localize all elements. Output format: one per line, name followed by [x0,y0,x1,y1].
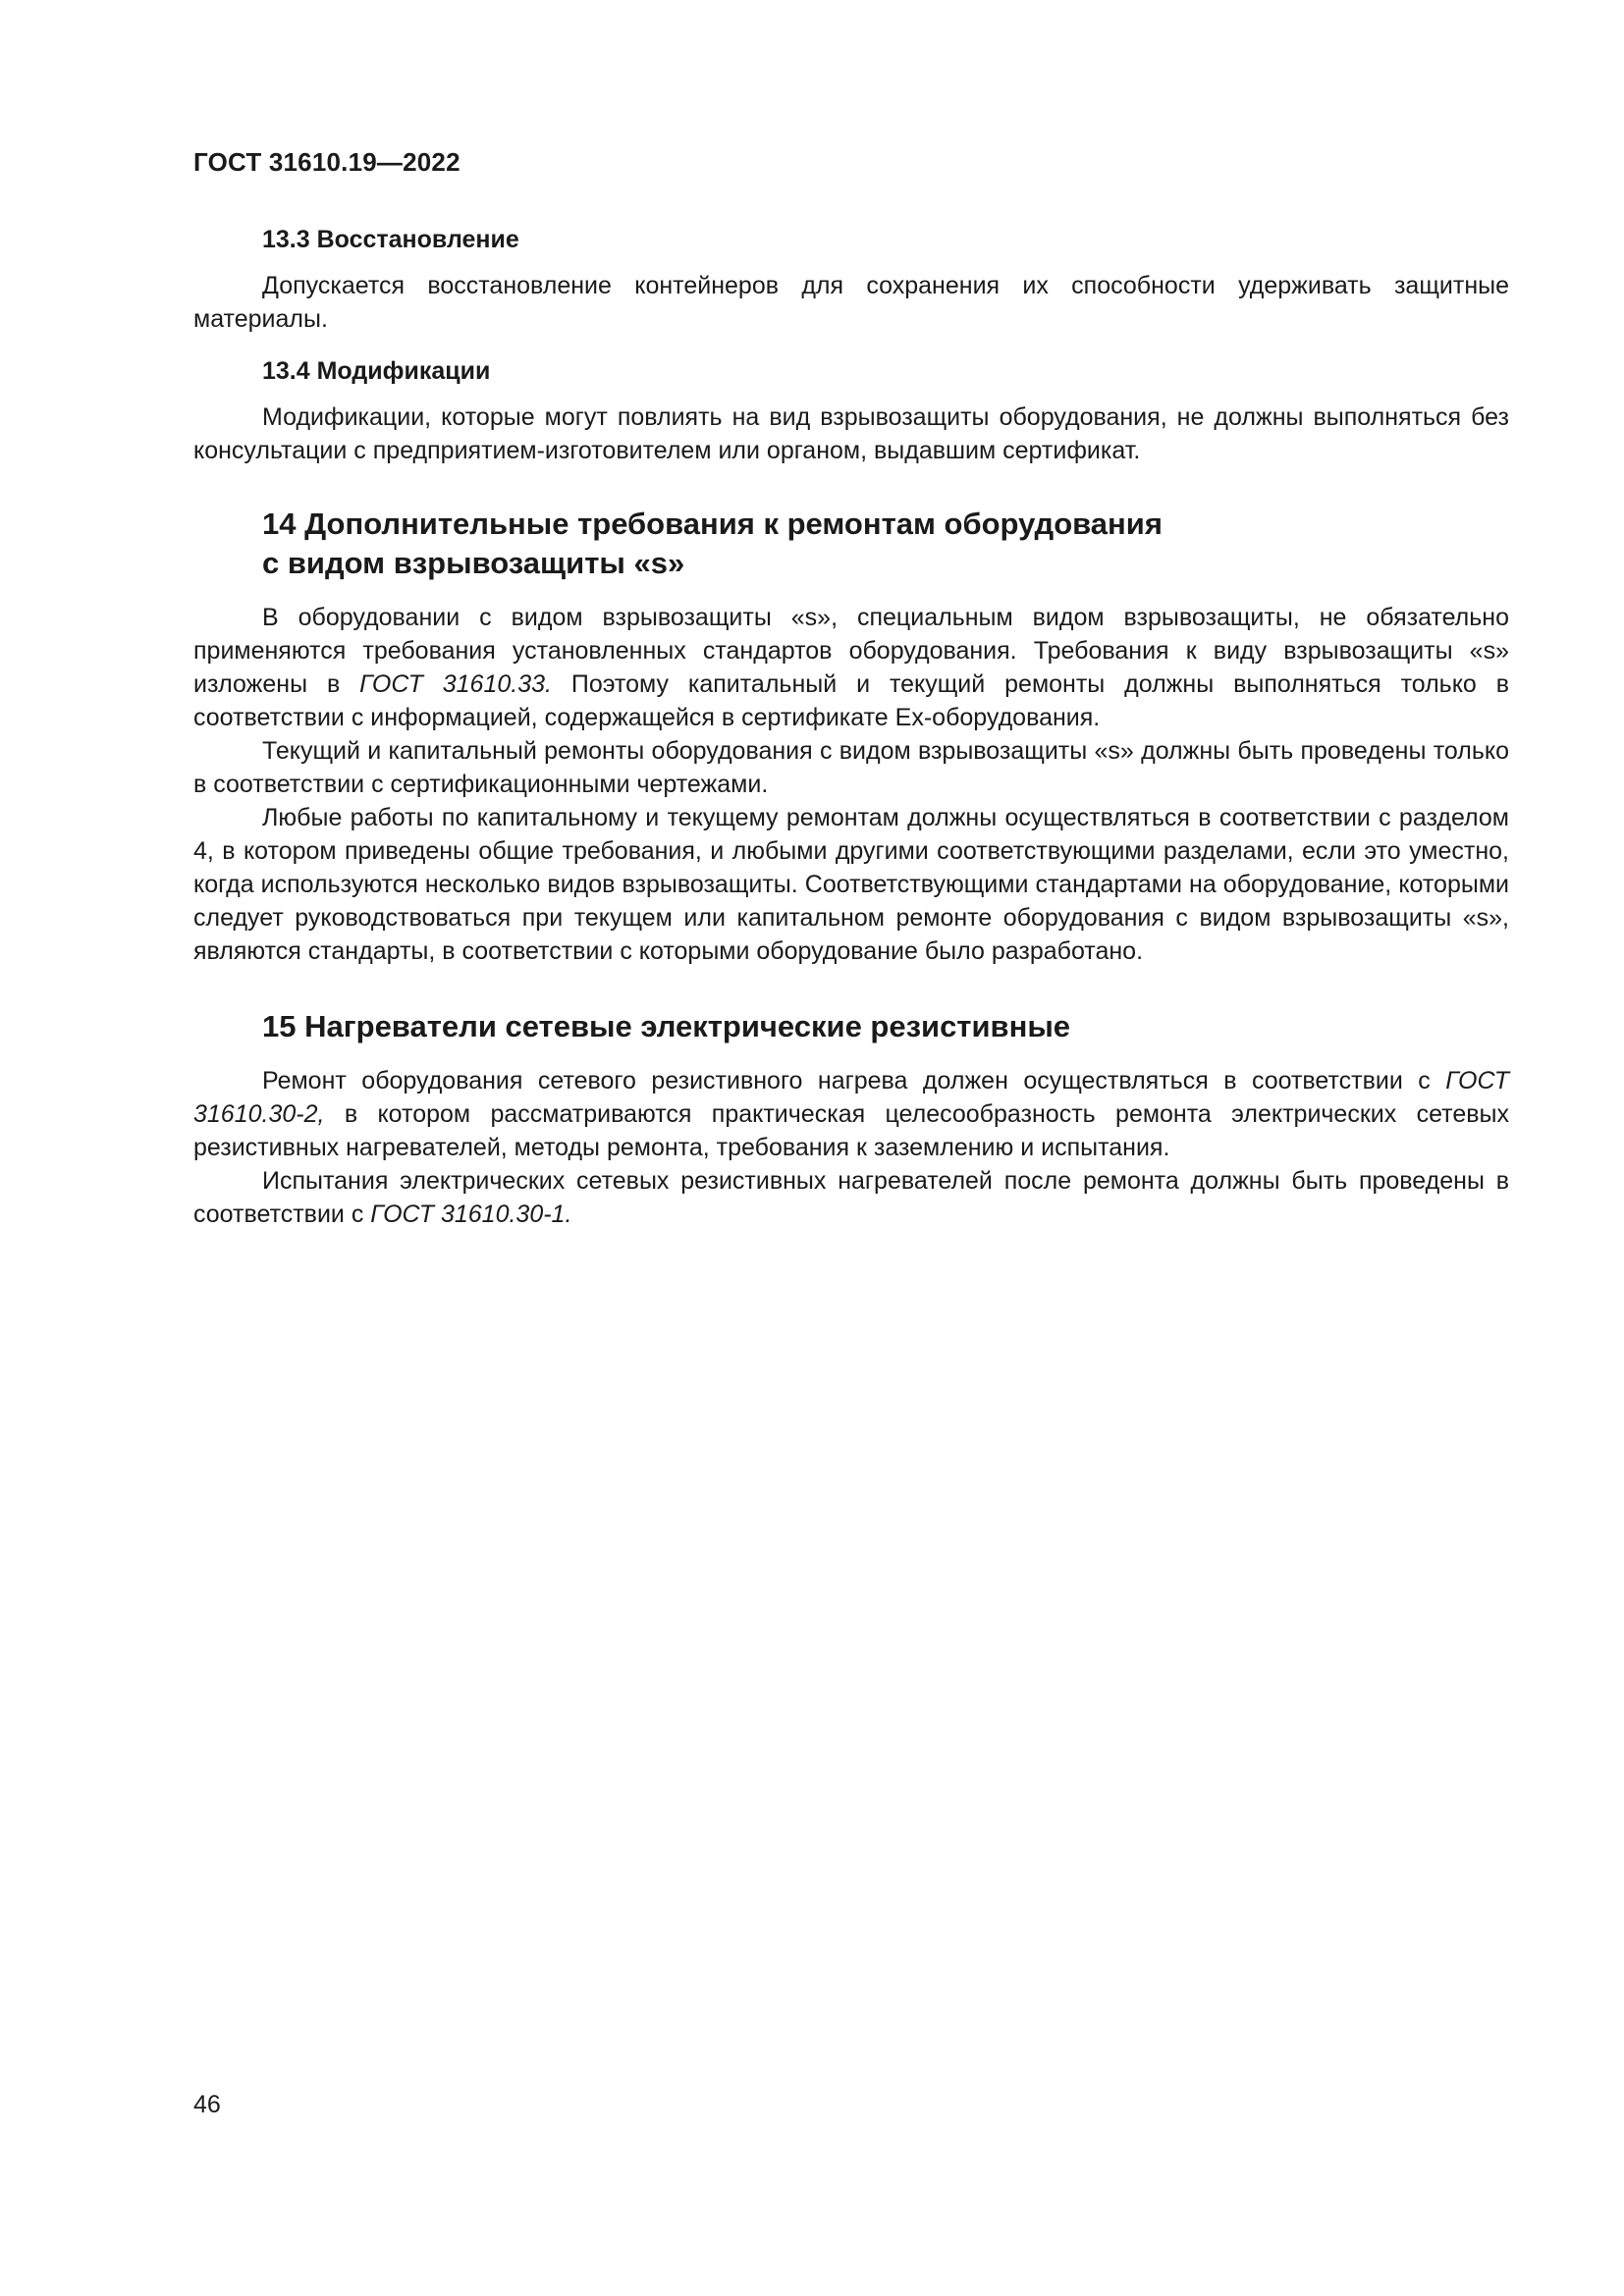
paragraph-13-3: Допускается восстановление контейнеров для сохранения их способности удерживать защитные материалы. [193,272,1509,333]
paragraph-14-1-text-a: В оборудовании с видом взрывозащиты «s», специальным видом взрывозащиты, не обязательно применяются требования установленных стандартов оборудования. Требования к виду взрывозащиты «s» изложены в [193,604,1509,698]
paragraph-14-1-text-b: Поэтому капитальный и текущий ремонты должны выполняться только в соответствии с информацией, содержащейся в сертификате Ex-оборудования. [193,670,1510,731]
paragraph-15-1-text-b: в котором рассматриваются практическая целесообразность ремонта электрических сетевых резистивных нагревателей, методы ремонта, требования к заземлению и испытания. [193,1100,1509,1161]
section-heading-14 [193,505,1509,583]
page-content [193,222,1509,1231]
subsection-heading-13-4: 13.4 Модификации [262,357,491,385]
page-number: 46 [193,2091,221,2118]
section-heading-14-line2: с видом взрывозащиты «s» [262,546,685,580]
document-id-header: ГОСТ 31610.19—2022 [193,147,460,177]
standard-reference-link: ГОСТ 31610.30-1. [370,1201,572,1228]
paragraph-14-3: Любые работы по капитальному и текущему ремонтам должны осуществляться в соответствии с разделом 4, в котором приведены общие требования, и любыми другими соответствующими разделами, если это уместно, когда используются несколько видов взрывозащиты. Соответствующими стандартами на оборудование, которыми следует руководствоваться при текущем или капитальном ремонте оборудования с видом взрывозащиты «s», являются стандарты, в соответствии с которыми оборудование было разработано. [193,804,1509,965]
paragraph-14-1 [193,601,1509,734]
paragraph-15-2 [193,1164,1509,1231]
subsection-heading-13-3: 13.3 Восстановление [262,226,519,253]
paragraph-14-2: Текущий и капитальный ремонты оборудования с видом взрывозащиты «s» должны быть проведены только в соответствии с сертификационными чертежами. [193,737,1509,798]
paragraph-13-4: Модификации, которые могут повлиять на вид взрывозащиты оборудования, не должны выполняться без консультации с предприятием-изготовителем или органом, выдавшим сертификат. [193,403,1509,464]
paragraph-15-1-text-a: Ремонт оборудования сетевого резистивного нагрева должен осуществляться в соответствии с [262,1067,1446,1095]
paragraph-15-2-text-a: Испытания электрических сетевых резистивных нагревателей после ремонта должны быть проведены в соответствии с [193,1167,1509,1228]
standard-reference-link: ГОСТ 31610.30-2, [193,1067,1509,1128]
section-heading-15: 15 Нагреватели сетевые электрические резистивные [262,1009,1071,1043]
paragraph-15-1 [193,1064,1509,1164]
standard-reference-link: ГОСТ 31610.33. [359,670,552,698]
section-heading-14-line1: 14 Дополнительные требования к ремонтам оборудования [262,507,1163,541]
